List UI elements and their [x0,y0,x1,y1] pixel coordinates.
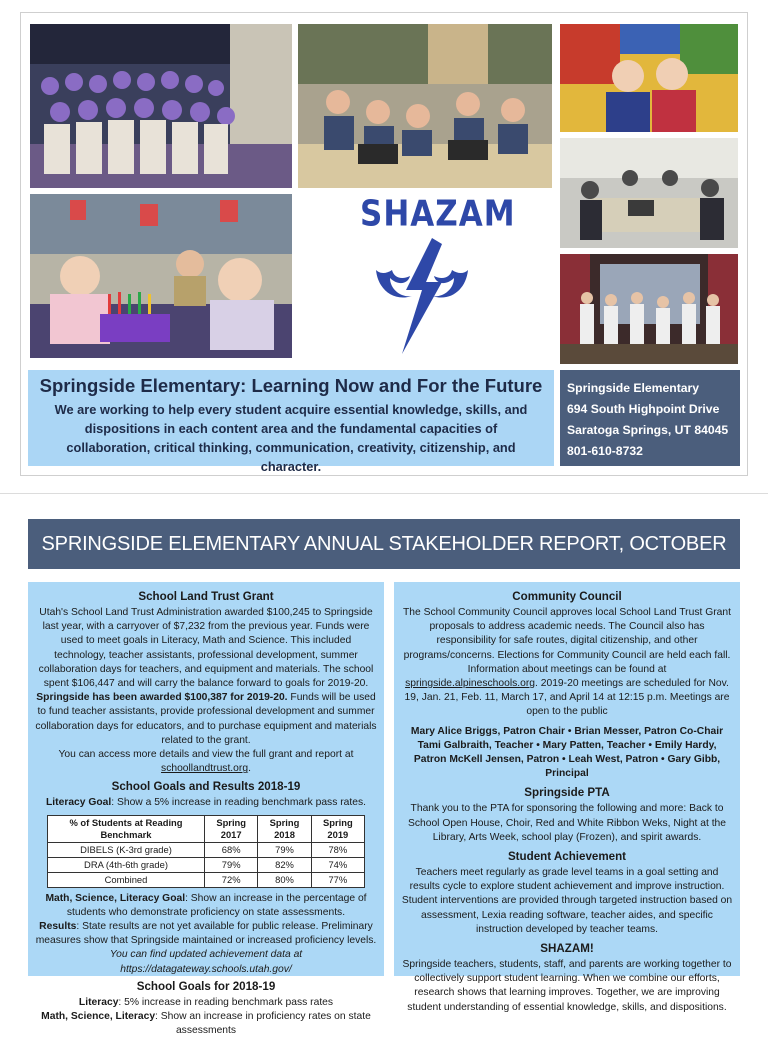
table-cell: 72% [205,872,258,887]
alpineschools-link[interactable]: springside.alpineschools.org [405,678,536,690]
council-members: Mary Alice Briggs, Patron Chair • Brian Messer, Patron Co-Chair Tami Galbraith, Teacher • Mary Patten, Teacher • Emily Hardy, Patron McKell Jensen, Patron • Leah West, Patron • Gary Gibb, Principal [410,725,724,780]
banner-mission-text: We are working to help every student acquire essential knowledge, skills, and dispositions in each content area and the fundamental capacities of collaboration, critical thinking, communication, creativity, citizenship, and character. [54,402,528,474]
school-street: 694 South Highpoint Drive [567,402,720,416]
mission-banner [28,370,554,474]
table-cell: 74% [311,857,364,872]
land-trust-link-line [34,748,378,776]
goals-2019-literacy-text: : 5% increase in reading benchmark pass rates [118,996,334,1008]
community-council-heading: Community Council [512,590,622,603]
literacy-goal-line [34,796,378,810]
shazam-logo-text: SHAZAM [360,193,516,235]
student-achievement-heading: Student Achievement [507,850,627,864]
goals-2019-heading: School Goals for 2018-19 [136,979,276,993]
table-row [48,872,365,887]
table-cell: 79% [205,857,258,872]
land-trust-link-text: You can access more details and view the full grant and report at [58,749,354,761]
table-cell: 80% [258,872,311,887]
page-divider [0,493,768,494]
reading-benchmark-table [47,815,365,888]
right-report-panel [394,582,740,1013]
msl-goal-text: : Show an increase in the percentage of students who demonstrate proficiency on state assessments. [66,892,367,918]
goals-results-heading: School Goals and Results 2018-19 [111,780,301,794]
land-trust-heading: School Land Trust Grant [138,590,274,603]
results-text: : State results are not yet available for public release. Preliminary measures show that Springside maintained or increased proficiency levels. [35,921,377,947]
school-city: Saratoga Springs, UT 84045 [567,423,729,437]
goals-2019-msl-text: : Show an increase in proficiency rates on state assessments [155,1011,371,1037]
school-name: Springside Elementary [567,381,700,395]
table-cell: 68% [205,842,258,857]
schoollandtrust-link[interactable]: schoollandtrust.org [161,763,249,775]
pta-heading: Springside PTA [524,786,610,800]
table-header-cell: % of Students at Reading Benchmark [48,815,205,842]
table-cell: Combined [48,872,205,887]
goals-2019-msl-label: Math, Science, Literacy [41,1011,156,1023]
community-council-text: The School Community Council approves local School Land Trust Grant proposals to address academic needs. The Council also has responsibility for safe routes, digital citizenship, and other programs/concerns. Elections for Community Council are held each fall. Information about meetings can be found at [403,607,731,675]
table-row [48,857,365,872]
photo-students-laptops [298,24,552,188]
msl-goal-label: Math, Science, Literacy Goal [45,892,186,904]
school-phone: 801-610-8732 [567,444,643,458]
table-header-row [48,815,365,842]
banner-title: Springside Elementary: Learning Now and For the Future [39,375,543,396]
literacy-goal-text: : Show a 5% increase in reading benchmark pass rates. [111,797,366,809]
table-header-cell: Spring 2019 [311,815,364,842]
table-cell: 78% [311,842,364,857]
shazam-text: Springside teachers, students, staff, and parents are working together to collectively support student learning. When we combine our efforts, research shows that learning improves. Together, we are improving student understanding of essential knowledge, skills, and dispositions. [402,959,732,1013]
pta-text: Thank you to the PTA for sponsoring the following and more: Back to School Open House, Choir, Red and White Ribbon Weks, Night at the Library, Arts Week, school play (Frozen), and spirit awards. [407,803,727,843]
land-trust-award-paragraph [34,691,378,748]
school-address-box [560,370,740,466]
literacy-goal-label: Literacy Goal [46,797,112,809]
lightning-owl-logo-icon [372,238,472,358]
goals-2019-msl-line [34,1010,378,1038]
msl-goal-line [34,892,378,920]
table-header-cell: Spring 2018 [258,815,311,842]
report-title: SPRINGSIDE ELEMENTARY ANNUAL STAKEHOLDER REPORT, OCTOBER [28,519,740,569]
community-council-paragraph [400,606,734,720]
table-cell: DRA (4th-6th grade) [48,857,205,872]
left-report-panel [28,582,384,1037]
table-header-cell: Spring 2017 [205,815,258,842]
table-row [48,842,365,857]
table-cell: DIBELS (K-3rd grade) [48,842,205,857]
results-label: Results [39,921,77,933]
table-cell: 79% [258,842,311,857]
table-cell: 77% [311,872,364,887]
land-trust-award: Springside has been awarded $100,387 for 2019-20. [36,692,288,704]
results-line [34,920,378,948]
photo-school-play [560,254,738,364]
photo-council-meeting [560,138,738,248]
photo-two-girls [560,24,738,132]
land-trust-link-end: . [248,763,251,775]
shazam-heading: SHAZAM! [540,942,594,956]
achievement-data-note: You can find updated achievement data at https://datagateway.schools.utah.gov/ [109,949,303,975]
land-trust-award-details: Funds will be used to fund teacher assistants, provide professional development and summer collaboration days for educators, and to purchase equipment and materials related to the grant. [35,692,377,746]
goals-2019-literacy-label: Literacy [78,996,119,1008]
table-cell: 82% [258,857,311,872]
photo-student-choir [30,24,292,188]
land-trust-paragraph: Utah's School Land Trust Administration awarded $100,245 to Springside last year, with a carryover of $7,232 from the previous year. Funds were used to meet goals in Literacy, Math and Science. This included technology, teacher assistants, professional development, summer collaboration days for teachers, and equipment and materials. The school spent $106,447 and will carry the balance forward to goals for 2019-20. [38,607,374,690]
community-council-meetings: . 2019-20 meetings are scheduled for Nov. 19, Jan. 21, Feb. 11, March 17, and April 14 at 12:15 p.m. Meetings are open to the public [404,678,730,718]
student-achievement-text: Teachers meet regularly as grade level teams in a goal setting and results cycle to explore student achievement and improve instruction. Student interventions are provided through targeted instruction based on assessment, Lexia reading software, teacher aides, and specific instruction developed by teacher teams. [401,867,733,935]
photo-classroom-art [30,194,292,358]
goals-2019-literacy-line [34,996,378,1010]
